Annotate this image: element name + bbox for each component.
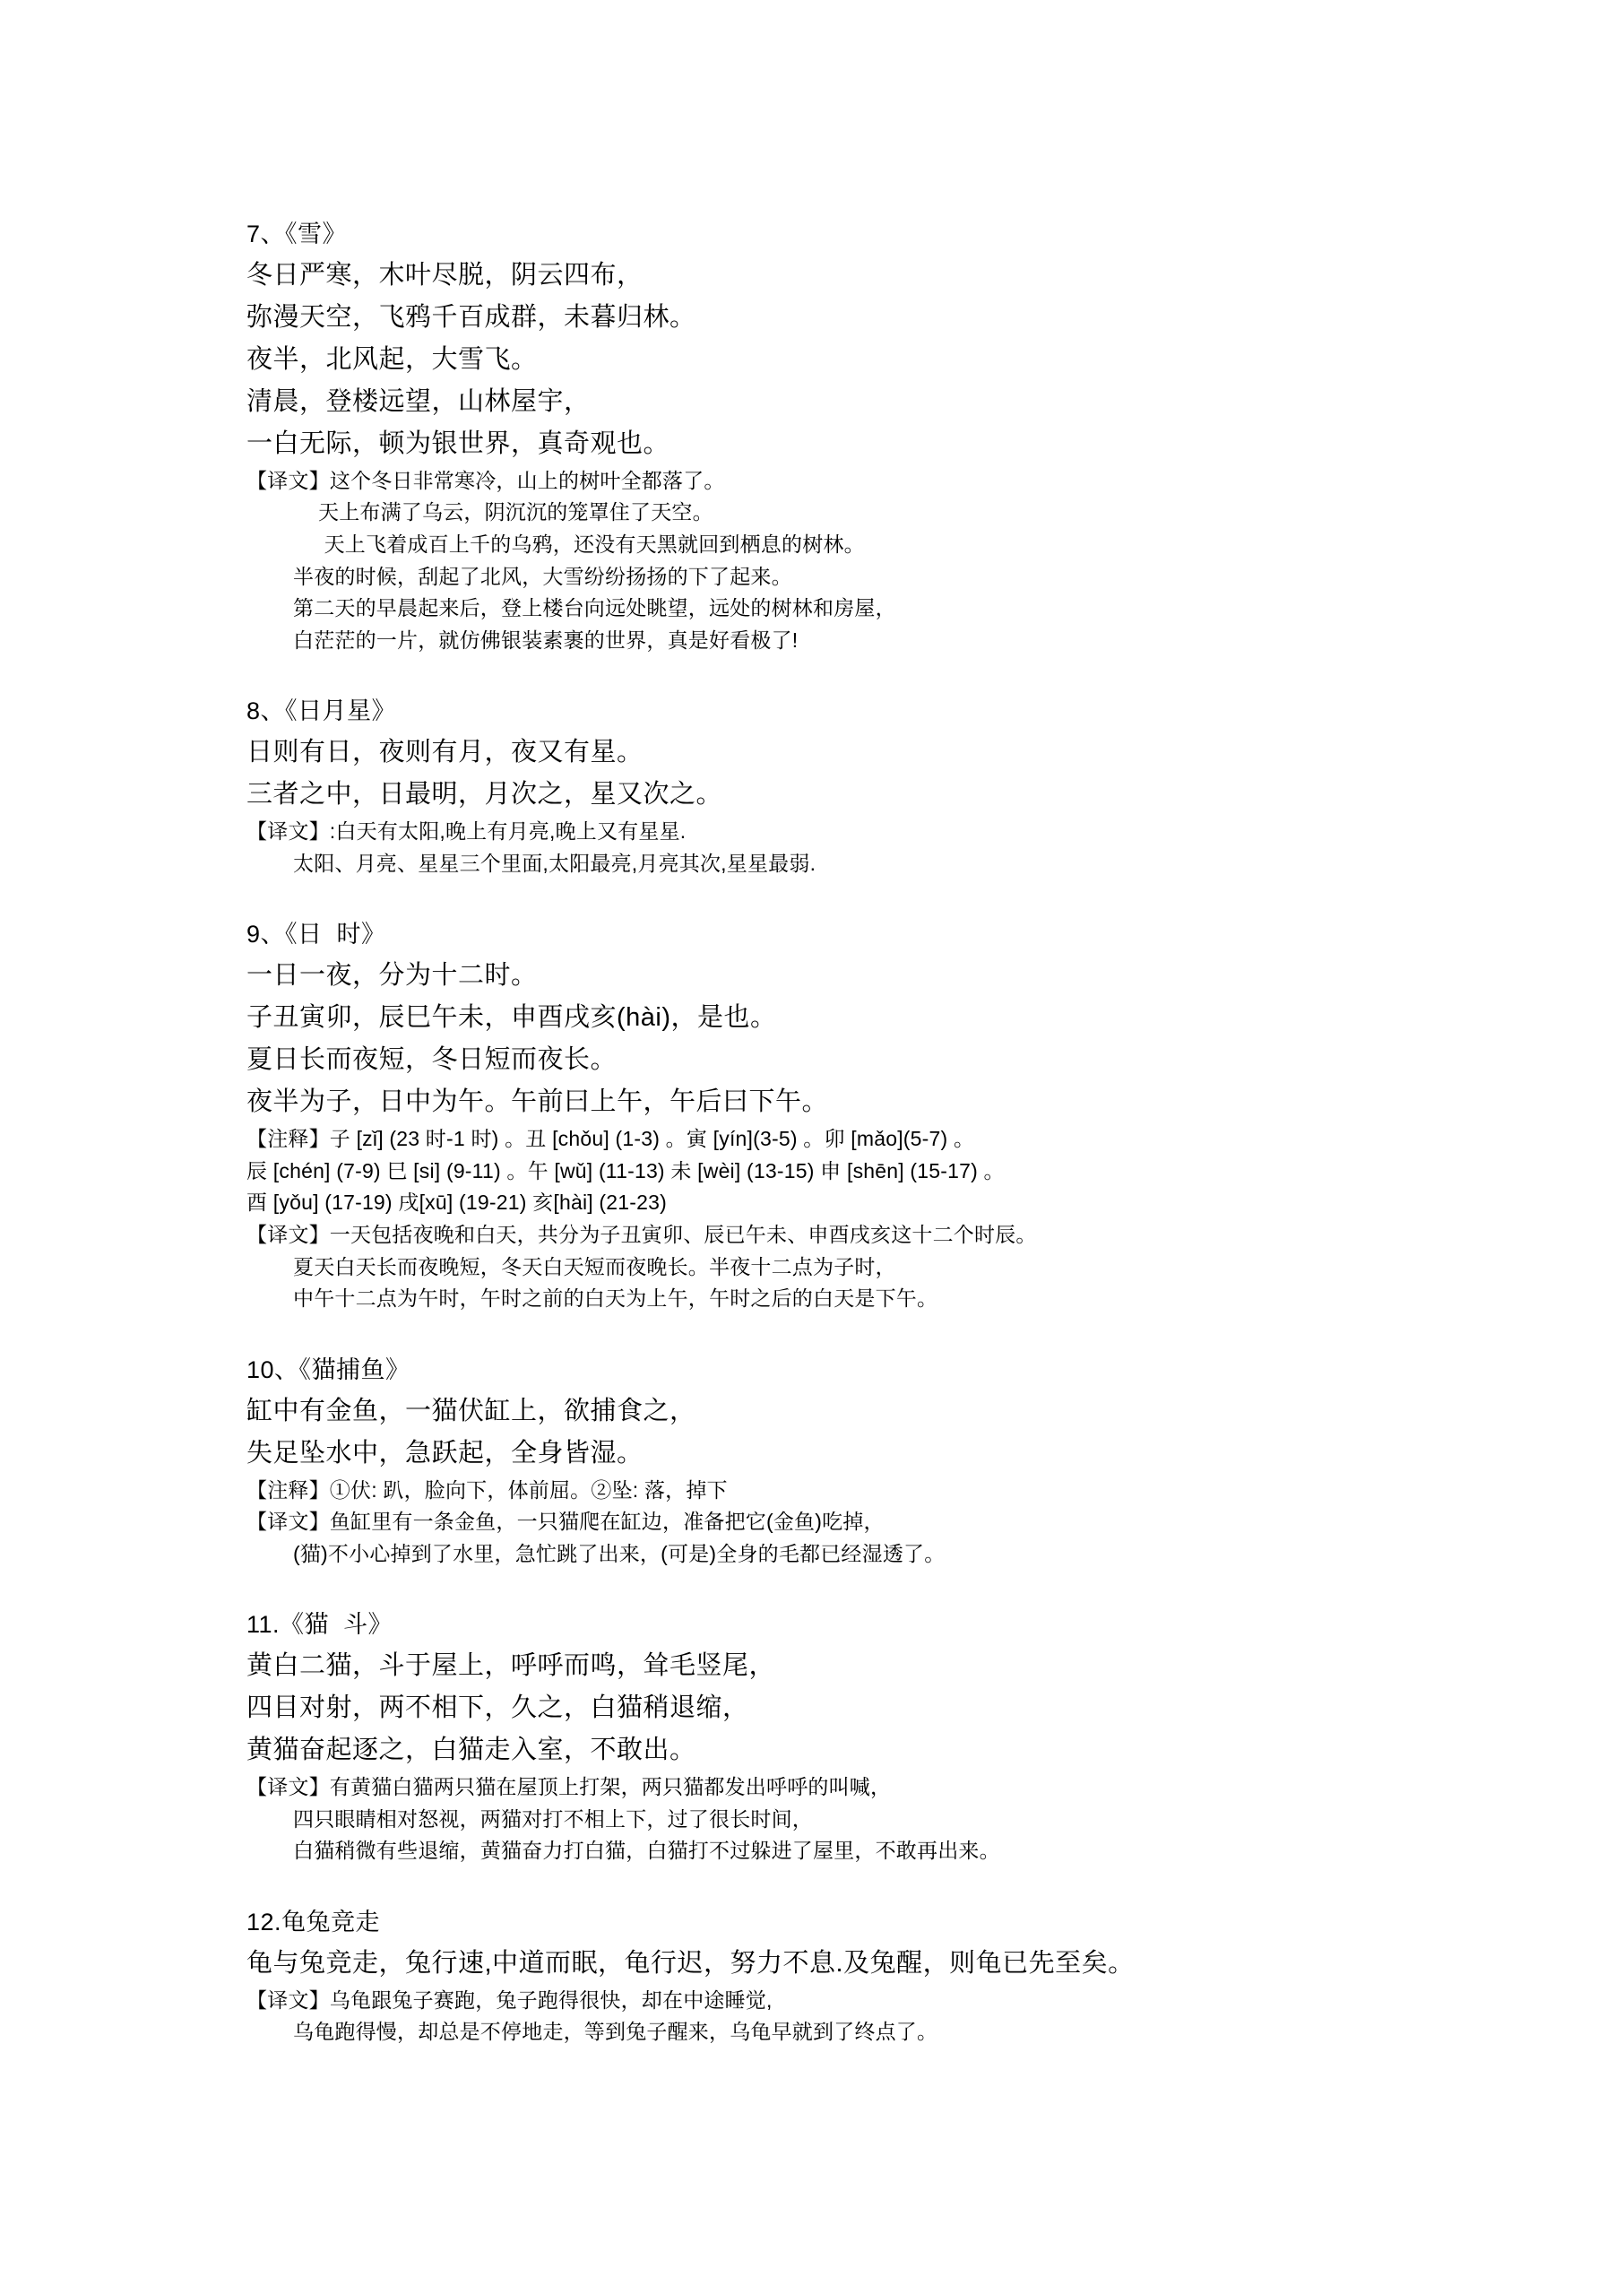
translation-block [246,1985,1400,2048]
section-12 [246,1903,1400,2048]
note-line: 第二天的早晨起来后，登上楼台向远处眺望，远处的树林和房屋， [293,596,896,620]
verse-line: 弥漫天空，飞鸦千百成群，未暮归林。 [246,302,696,332]
section-title: 7、《雪》 [246,221,348,247]
note-line: 辰 [chén] (7-9) 巳 [si] (9-11) 。午 [wǔ] (11-13) 未 [wèi] (13-15) 申 [shēn] (15-17) 。 [246,1158,1005,1182]
note-line: 【注释】①伏: 趴，脸向下，体前屈。②坠: 落，掉下 [246,1477,728,1502]
section-title: 8、《日月星》 [246,697,397,725]
verse-line: 日则有日，夜则有月，夜又有星。 [246,738,644,767]
verse-line: 夜半为子，日中为午。午前曰上午，午后曰下午。 [246,1087,829,1117]
annotation-block [246,1475,1400,1571]
verse-line: 一白无际，顿为银世界，真奇观也。 [246,429,670,458]
verse-line: 黄白二猫，斗于屋上，呼呼而鸣，耸毛竖尾， [246,1651,776,1681]
verse-line: 夜半，北风起，大雪飞。 [246,344,538,374]
note-line: 酉 [yǒu] (17-19) 戌[xū] (19-21) 亥[hài] (21-23) [246,1191,667,1215]
section-title: 11.《猫 斗》 [246,1611,393,1639]
section-title: 10、《猫捕鱼》 [246,1355,410,1383]
note-line: 天上布满了乌云，阴沉沉的笼罩住了天空。 [318,500,713,524]
translation-block [246,816,1400,879]
verse-line: 龟与兔竞走，兔行速,中道而眠，龟行迟，努力不息.及兔醒，则龟已先至矣。 [246,1948,1135,1978]
verse-line: 三者之中，日最明，月次之，星又次之。 [246,780,723,810]
section-title: 12.龟兔竞走 [246,1908,381,1936]
verse-line: 子丑寅卯，辰巳午未，申酉戌亥(hài)，是也。 [246,1003,777,1033]
note-line: 【译文】这个冬日非常寒冷，山上的树叶全都落了。 [246,468,725,492]
note-line: 四只眼睛相对怒视，两猫对打不相上下，过了很长时间， [293,1806,813,1831]
translation-block [246,465,1400,657]
verse-line: 一日一夜，分为十二时。 [246,961,538,991]
note-line: 天上飞着成百上千的乌鸦，还没有天黑就回到栖息的树林。 [318,532,865,556]
translation-block [246,1771,1400,1867]
section-7 [246,215,1400,656]
section-10 [246,1351,1400,1571]
verse-line: 冬日严寒，木叶尽脱，阴云四布， [246,260,644,290]
note-line: 白茫茫的一片，就仿佛银装素裹的世界，真是好看极了! [293,628,799,652]
section-9 [246,915,1400,1314]
verse-line: 夏日长而夜短，冬日短而夜长。 [246,1045,618,1075]
note-line: (猫)不小心掉到了水里，急忙跳了出来，(可是)全身的毛都已经湿透了。 [293,1541,946,1565]
verse-line: 失足坠水中，急跃起，全身皆湿。 [246,1438,644,1468]
verse-line: 缸中有金鱼，一猫伏缸上，欲捕食之， [246,1396,696,1425]
note-line: 【译文】:白天有太阳,晚上有月亮,晚上又有星星. [246,819,687,844]
note-line: 夏天白天长而夜晚短，冬天白天短而夜晚长。半夜十二点为子时， [293,1254,896,1278]
section-title: 9、《日 时》 [246,921,386,948]
note-line: 中午十二点为午时，午时之前的白天为上午，午时之后的白天是下午。 [293,1286,938,1311]
verse-line: 四目对射，两不相下，久之，白猫稍退缩， [246,1693,749,1723]
note-line: 【译文】有黄猫白猫两只猫在屋顶上打架，两只猫都发出呼呼的叫喊， [246,1775,892,1799]
verse-line: 清晨，登楼远望，山林屋宇， [246,386,591,416]
verse-line: 黄猫奋起逐之，白猫走入室，不敢出。 [246,1736,696,1765]
note-line: 半夜的时候，刮起了北风，大雪纷纷扬扬的下了起来。 [293,564,792,588]
note-line: 【译文】一天包括夜晚和白天，共分为子丑寅卯、辰已午未、申酉戌亥这十二个时辰。 [246,1222,1037,1246]
note-line: 【注释】子 [zǐ] (23 时-1 时) 。丑 [chǒu] (1-3) 。寅 [yín](3-5) 。卯 [mǎo](5-7) 。 [246,1126,975,1150]
annotation-block [246,1123,1400,1315]
note-line: 【译文】鱼缸里有一条金鱼，一只猫爬在缸边，准备把它(金鱼)吃掉， [246,1510,885,1534]
note-line: 【译文】乌龟跟兔子赛跑，兔子跑得很快，却在中途睡觉, [246,1988,773,2012]
note-line: 乌龟跑得慢，却总是不停地走，等到兔子醒来，乌龟早就到了终点了。 [293,2020,938,2044]
section-8 [246,692,1400,879]
note-line: 白猫稍微有些退缩，黄猫奋力打白猫，白猫打不过躲进了屋里，不敢再出来。 [293,1839,1000,1863]
note-line: 太阳、月亮、星星三个里面,太阳最亮,月亮其次,星星最弱. [293,851,816,875]
section-11 [246,1606,1400,1867]
